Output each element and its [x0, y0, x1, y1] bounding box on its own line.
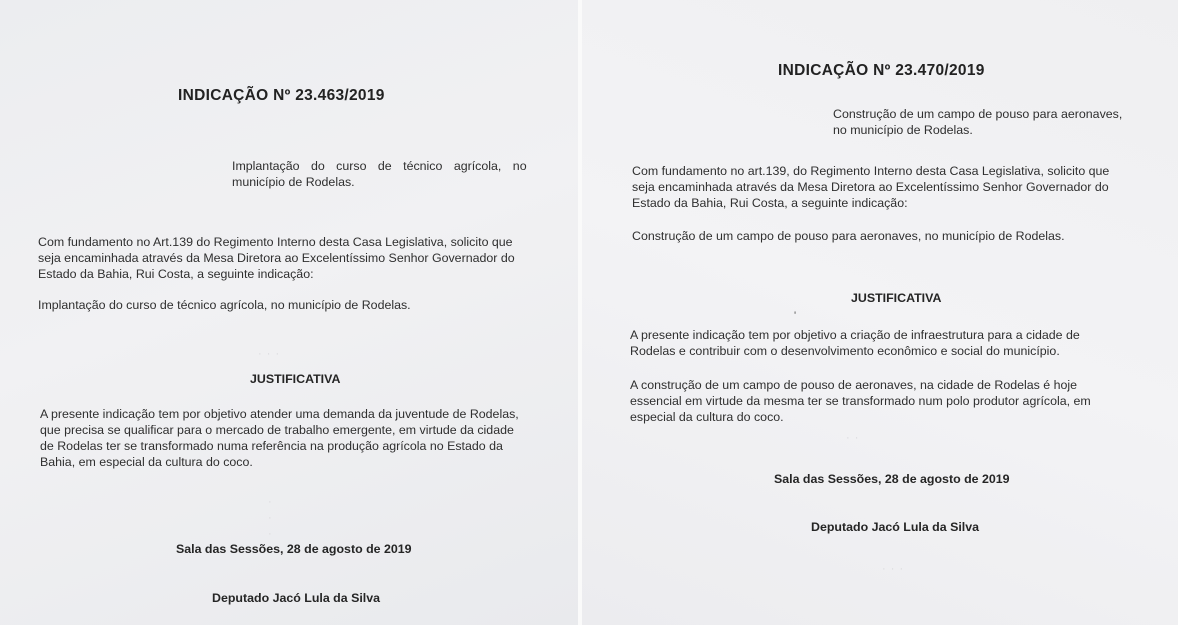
justification-paragraph: [630, 327, 1162, 359]
justification-line: Bahia, em especial da cultura do coco.: [40, 455, 253, 469]
justification-line: de Rodelas ter se transformado numa referência na produção agrícola no Estado da: [40, 439, 503, 453]
intro-line: Com fundamento no Art.139 do Regimento Interno desta Casa Legislativa, solicito que: [38, 235, 513, 249]
justification-paragraph: [40, 406, 552, 470]
place-date: Sala das Sessões, 28 de agosto de 2019: [774, 472, 1010, 486]
bleed-through-mark: · · ·: [268, 496, 273, 540]
document-page-right: [582, 0, 1178, 625]
justification-line: Rodelas e contribuir com o desenvolvimento econômico e social do município.: [630, 344, 1060, 358]
justification-line: A presente indicação tem por objetivo atender uma demanda da juventude de Rodelas,: [40, 407, 519, 421]
ink-speck: ': [794, 310, 798, 322]
signature: Deputado Jacó Lula da Silva: [212, 591, 381, 605]
subject-line: município de Rodelas.: [232, 175, 355, 189]
document-page-left: [0, 0, 578, 625]
justification-line: que precisa se qualificar para o mercado de trabalho emergente, em virtude da cidade: [40, 423, 514, 437]
subject-line: Construção de um campo de pouso para aeronaves,: [833, 107, 1123, 121]
document-subject: [232, 158, 552, 190]
document-title: INDICAÇÃO Nº 23.463/2019: [178, 87, 385, 104]
intro-line: seja encaminhada através da Mesa Diretora ao Excelentíssimo Senhor Governador do: [38, 251, 515, 265]
subject-line: no município de Rodelas.: [833, 123, 973, 137]
justification-line: especial da cultura do coco.: [630, 410, 784, 424]
justification-heading: JUSTIFICATIVA: [250, 372, 341, 386]
document-intro: [38, 234, 550, 282]
intro-line: seja encaminhada através da Mesa Diretora ao Excelentíssimo Senhor Governador do: [632, 180, 1109, 194]
signature: Deputado Jacó Lula da Silva: [811, 520, 980, 534]
justification-heading: JUSTIFICATIVA: [851, 291, 942, 305]
justification-line: A construção de um campo de pouso de aeronaves, na cidade de Rodelas é hoje: [630, 378, 1078, 392]
justification-paragraph: [630, 377, 1162, 425]
document-indication: Construção de um campo de pouso para aeronaves, no município de Rodelas.: [632, 229, 1065, 243]
document-title: INDICAÇÃO Nº 23.470/2019: [778, 62, 985, 79]
intro-line: Estado da Bahia, Rui Costa, a seguinte indicação:: [632, 196, 908, 210]
document-subject: [833, 106, 1163, 138]
bleed-through-mark: · ·: [846, 432, 860, 444]
place-date: Sala das Sessões, 28 de agosto de 2019: [176, 542, 412, 556]
justification-line: A presente indicação tem por objetivo a criação de infraestrutura para a cidade de: [630, 328, 1080, 342]
justification-line: essencial em virtude da mesma ter se transformado num polo produtor agrícola, em: [630, 394, 1091, 408]
document-indication: Implantação do curso de técnico agrícola, no município de Rodelas.: [38, 298, 411, 312]
intro-line: Estado da Bahia, Rui Costa, a seguinte indicação:: [38, 267, 314, 281]
subject-line: Implantação do curso de técnico agrícola, no: [232, 159, 527, 173]
intro-line: Com fundamento no art.139, do Regimento Interno desta Casa Legislativa, solicito que: [632, 164, 1110, 178]
document-intro: [632, 163, 1162, 211]
bleed-through-mark: · · ·: [882, 563, 905, 575]
bleed-through-mark: · · ·: [258, 348, 281, 360]
